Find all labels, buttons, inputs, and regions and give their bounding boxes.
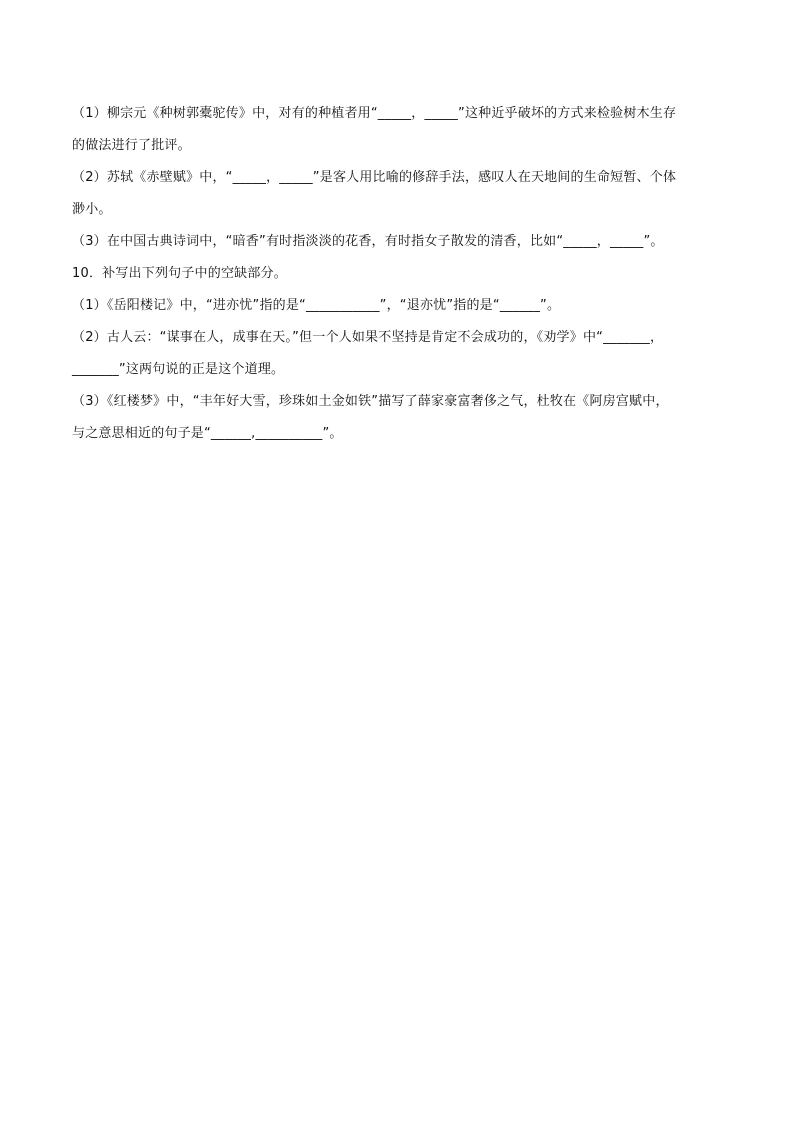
q10-item3-line1: （3）《红楼梦》中，“丰年好大雪，珍珠如土金如铁”描写了薛家豪富奢侈之气，杜牧在《阿房宫赋中， [72,394,669,409]
q10-item2-line1: （2）古人云：“谋事在人，成事在天。”但一个人如果不坚持是肯定不会成功的，《劝学》中“_______， [72,330,664,345]
q9-item2-line2: 渺小。 [72,202,112,217]
q10-item2-line2: _______”这两句说的正是这个道理。 [72,362,285,377]
q10-heading: 10．补写出下列句子中的空缺部分。 [72,266,287,281]
q9-item2-line1: （2）苏轼《赤壁赋》中，“_____，_____”是客人用比喻的修辞手法，感叹人在天地间的生命短暂、个体 [72,170,677,185]
q9-item1-line2: 的做法进行了批评。 [72,138,191,153]
q10-item3-line2: 与之意思相近的句子是“______,__________”。 [72,426,343,441]
q9-item1-line1: （1）柳宗元《种树郭橐驼传》中，对有的种植者用“_____，_____”这种近乎破坏的方式来检验树木生存 [72,106,677,121]
q9-item3-line1: （3）在中国古典诗词中，“暗香”有时指淡淡的花香，有时指女子散发的清香，比如“_____，_____”。 [72,234,664,249]
q10-item1-line1: （1）《岳阳楼记》中，“进亦忧”指的是“___________”，“退亦忧”指的是“______”。 [72,298,561,313]
document-page [72,98,724,450]
